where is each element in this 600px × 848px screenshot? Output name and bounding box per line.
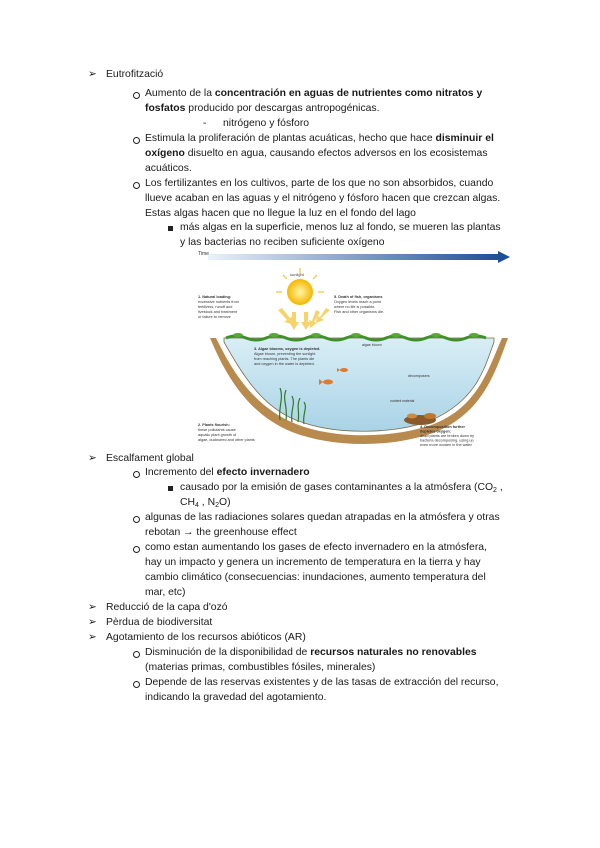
dash-bullet: - <box>203 118 207 129</box>
eutro-bullet-3-line-1: Los fertilizantes en los cultivos, parte de los que no son absorbidos, cuando <box>145 178 494 189</box>
svg-text:bacteria decomposing, using up: bacteria decomposing, using up <box>420 438 474 443</box>
eutro-bullet-2-line-2: oxígeno disuelto en agua, causando efectos adversos en los ecosistemas <box>145 148 488 159</box>
escalf-subitem-line-2: $CH_4$ , $N_2O$) <box>180 497 231 509</box>
agot-bullet-2-line-1: Depende de las reservas existentes y de las tasas de extracción del recurso, <box>145 677 499 688</box>
svg-text:3. Algae blooms, oxygen is dep: 3. Algae blooms, oxygen is depleted. <box>254 347 321 351</box>
heading-eutrofitzacio: Eutrofització <box>106 69 164 80</box>
step-2-text <box>198 423 255 442</box>
eutro-subitem-line-2: y las bacterias no reciben suficiente oxígeno <box>180 237 385 248</box>
agot-bullet-2-line-2: indicando la gravedad del agotamiento. <box>145 692 327 703</box>
svg-text:Fish and other organisms die.: Fish and other organisms die. <box>334 310 385 314</box>
eutro-bullet-3-line-2: llueve acaban en las aguas y el nitrógeno y fósforo hacen que crezcan algas. <box>145 193 501 204</box>
arrow-bullet-icon: ➢ <box>88 602 97 613</box>
svg-text:where no life is possible.: where no life is possible. <box>334 305 376 309</box>
circle-bullet-icon <box>133 516 140 523</box>
heading-perdua: Pèrdua de biodiversitat <box>106 617 213 628</box>
svg-text:Oxygen levels reach a point: Oxygen levels reach a point <box>334 300 381 304</box>
time-arrow-icon <box>498 251 510 263</box>
square-bullet-icon <box>168 226 173 231</box>
sun-icon <box>287 279 313 305</box>
escalf-bullet-3-line-3: cambio climático (consecuencias: inundaciones, aumento temperatura del <box>145 572 486 583</box>
eutro-bullet-2-line-3: acuáticos. <box>145 163 192 174</box>
svg-text:4. Decomposition further: 4. Decomposition further <box>420 425 465 429</box>
heading-reduccio: Reducció de la capa d'ozó <box>106 602 228 613</box>
escalf-subitem-line-1: causado por la emisión de gases contaminantes a la atmósfera ($CO_2$ , <box>180 482 503 494</box>
svg-text:excessive nutrients from: excessive nutrients from <box>198 300 239 304</box>
eutro-subitem-line-1: más algas en la superficie, menos luz al fondo, se mueren las plantas <box>180 222 501 233</box>
svg-text:depletes oxygen:: depletes oxygen: <box>420 429 452 434</box>
svg-text:from reaching plants. The plan: from reaching plants. The plants die <box>254 357 315 361</box>
escalf-bullet-3-line-4: mar, etc) <box>145 587 186 598</box>
step-4-text <box>420 425 474 446</box>
svg-text:aquatic plant growth of: aquatic plant growth of <box>198 433 237 437</box>
circle-bullet-icon <box>133 182 140 189</box>
square-bullet-icon <box>168 486 173 491</box>
svg-text:1. Natural loading:: 1. Natural loading: <box>198 295 232 299</box>
escalf-bullet-1: Incremento del efecto invernadero <box>145 467 310 478</box>
sunlight-arrows <box>278 308 330 330</box>
circle-bullet-icon <box>133 681 140 688</box>
svg-text:fertilizers, runoff and: fertilizers, runoff and <box>198 305 233 309</box>
circle-bullet-icon <box>133 137 140 144</box>
eutrophication-diagram <box>196 250 528 446</box>
arrow-bullet-icon: ➢ <box>88 617 97 628</box>
nutrient-label: nutrient material <box>390 399 415 403</box>
circle-bullet-icon <box>133 546 140 553</box>
step-1-text <box>198 295 239 319</box>
time-bar <box>208 254 498 260</box>
svg-text:Algae bloom, preventing the su: Algae bloom, preventing the sunlight <box>254 352 316 356</box>
svg-text:even more oxygen in the water: even more oxygen in the water <box>420 443 472 446</box>
svg-text:these pollutants cause: these pollutants cause <box>198 428 236 432</box>
escalf-bullet-3-line-2: hay un impacto y genera un incremento de temperatura en la tierra y hay <box>145 557 481 568</box>
eutro-subitem-nutrients: nitrógeno y fósforo <box>223 118 310 129</box>
svg-text:livestock and treatment: livestock and treatment <box>198 310 238 314</box>
svg-text:dead plants are broken down by: dead plants are broken down by <box>420 434 475 438</box>
circle-bullet-icon <box>133 651 140 658</box>
circle-bullet-icon <box>133 471 140 478</box>
heading-agotamiento: Agotamiento de los recursos abióticos (AR) <box>106 632 306 643</box>
decomposers-label: decomposers <box>408 374 430 378</box>
eutro-bullet-3-line-3: Estas algas hacen que no llegue la luz en el fondo del lago <box>145 208 416 219</box>
svg-text:and oxygen in the water is dep: and oxygen in the water is depleted. <box>254 362 315 366</box>
circle-bullet-icon <box>133 92 140 99</box>
svg-text:2. Plants flourish:: 2. Plants flourish: <box>198 423 230 427</box>
agot-bullet-1-line-1: Disminución de la disponibilidad de recursos naturales no renovables <box>145 647 477 658</box>
arrow-bullet-icon: ➢ <box>88 632 97 643</box>
sunlight-label: sunlight <box>290 272 304 277</box>
eutro-bullet-2-line-1: Estimula la proliferación de plantas acuáticas, hecho que hace disminuir el <box>145 133 494 144</box>
time-label: Time <box>198 251 209 257</box>
step-5-text <box>334 295 384 314</box>
svg-text:or failure to remove: or failure to remove <box>198 315 231 319</box>
algae-bloom-label: algae bloom <box>362 343 382 347</box>
step-3-text <box>254 347 320 366</box>
escalf-bullet-3-line-1: como estan aumentando los gases de efecto invernadero en la atmósfera, <box>145 542 487 553</box>
agot-bullet-1-line-2: (materias primas, combustibles fósiles, minerales) <box>145 662 376 673</box>
escalf-bullet-2-line-2: rebotan → the greenhouse effect <box>145 527 297 538</box>
eutro-bullet-1-line-2: fosfatos producido por descargas antropogénicas. <box>145 103 380 114</box>
eutro-bullet-1-line-1: Aumento de la concentración en aguas de nutrientes como nitratos y <box>145 88 483 99</box>
arrow-bullet-icon: ➢ <box>88 453 97 464</box>
svg-text:algae, duckweed and other plan: algae, duckweed and other plants <box>198 438 255 442</box>
escalf-bullet-2-line-1: algunas de las radiaciones solares quedan atrapadas en la atmósfera y otras <box>145 512 500 523</box>
heading-escalfament: Escalfament global <box>106 453 194 464</box>
arrow-bullet-icon: ➢ <box>88 69 97 80</box>
svg-text:5. Death of fish, organisms: 5. Death of fish, organisms <box>334 295 383 299</box>
